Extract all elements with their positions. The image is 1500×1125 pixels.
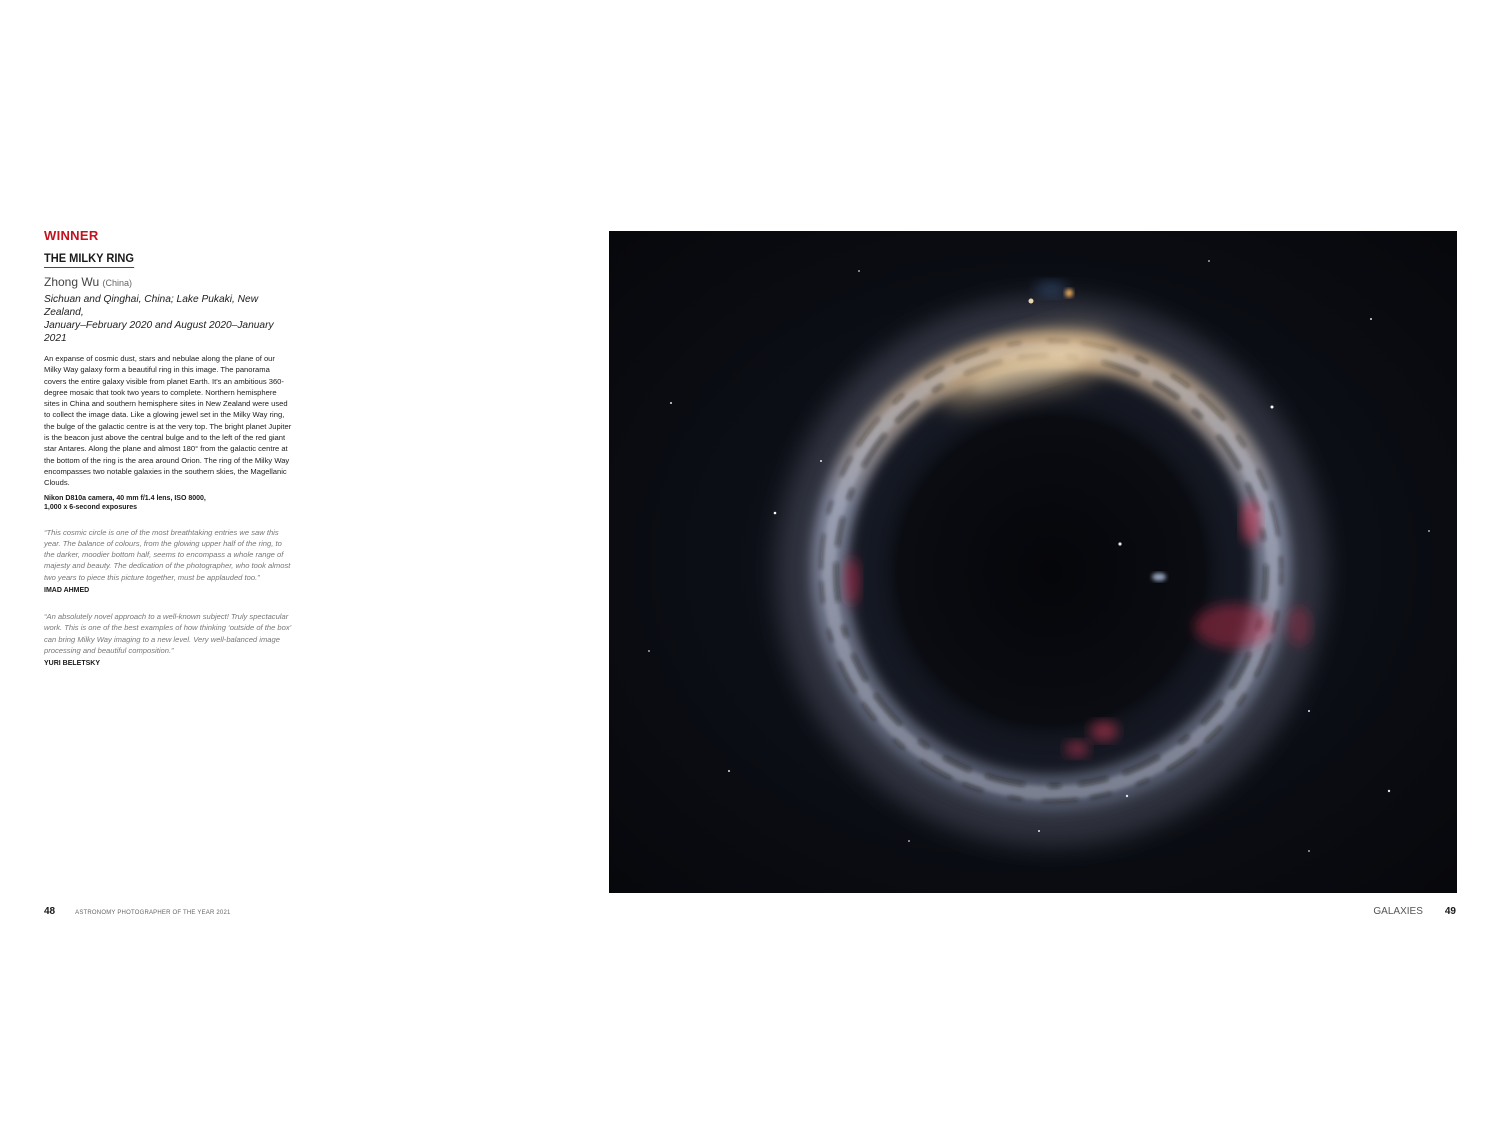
photographer-country: (China) (102, 278, 133, 288)
award-label: WINNER (44, 228, 99, 243)
judge-name-2: YURI BELETSKY (44, 660, 101, 668)
left-page-number: 48 (44, 906, 56, 917)
camera-details (44, 494, 292, 513)
camera-line-1: Nikon D810a camera, 40 mm f/1.4 lens, ISO 8000, (44, 494, 206, 502)
right-page-number: 49 (1444, 906, 1456, 917)
judge-name-1: IMAD AHMED (44, 587, 90, 595)
right-page-footer (1373, 906, 1456, 917)
judge-quote-2: “An absolutely novel approach to a well-known subject! Truly spectacular work. This is one of the best examples of how thinking ‘outside of the box’ can bring Milky Way imaging to a new level. Very well-balanced image processing and beautiful composition.” (44, 612, 291, 655)
section-name: GALAXIES (1373, 906, 1423, 917)
left-page-footer (44, 906, 231, 917)
photo-title: THE MILKY RING (44, 251, 134, 268)
article-column (44, 228, 292, 684)
photo-description: An expanse of cosmic dust, stars and nebulae along the plane of our Milky Way galaxy form a beautiful ring in this image. The panorama covers the entire galaxy visible from planet Earth. It's an ambitious 360-degree mosaic that took two years to complete. Northern hemisphere sites in China and southern hemisphere sites in New Zealand were used to collect the image data. Like a glowing jewel set in the Milky Way ring, the bulge of the galactic centre is at the very top. The bright planet Jupiter is the beacon just above the central bulge and to the left of the red giant star Antares. Along the plane and almost 180° from the galactic centre at the bottom of the ring is the area around Orion. The ring of the Milky Way encompasses two notable galaxies in the southern skies, the Magellanic Clouds. (44, 354, 292, 488)
location-line-1: Sichuan and Qinghai, China; Lake Pukaki, New Zealand, (44, 294, 259, 318)
milky-ring-photograph (609, 231, 1457, 893)
milky-ring-image (609, 231, 1457, 893)
photographer-name: Zhong Wu (44, 275, 100, 289)
location-line-2: January–February 2020 and August 2020–January 2021 (44, 320, 274, 344)
photographer-credit (44, 275, 292, 291)
camera-line-2: 1,000 x 6-second exposures (44, 504, 137, 512)
running-head: ASTRONOMY PHOTOGRAPHER OF THE YEAR 2021 (75, 910, 231, 916)
location-dates (44, 293, 292, 345)
judge-quote-1: “This cosmic circle is one of the most breathtaking entries we saw this year. The balance of colours, from the glowing upper half of the ring, to the darker, moodier bottom half, seems to encompass a whole range of majesty and beauty. The dedication of the photographer, who took almost two years to piece this picture together, must be applauded too.” (44, 527, 291, 582)
